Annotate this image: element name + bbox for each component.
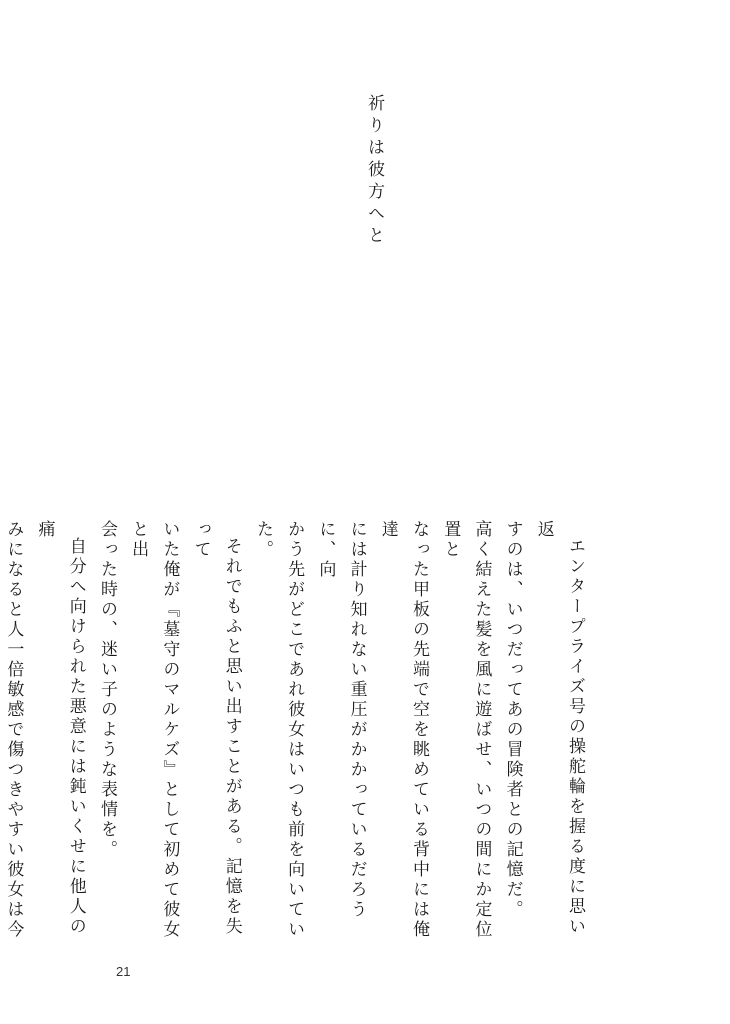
paragraph-1: エンタープライズ号の操舵輪を握る度に思い返 すのは、いつだってあの冒険者との記憶だ。 高く結えた髪を風に遊ばせ、いつの間にか定位置と なった甲板の先端で空を眺めている背中には俺達 には計り知れない重圧がかかっているだろうに、向 かう先がどこであれ彼女はいつも前を向いていた。 <box>252 520 585 940</box>
paragraph-3: 自分へ向けられた悪意には鈍いくせに他人の痛 みになると人一倍敏感で傷つきやすい彼女は今 <box>3 520 86 940</box>
body-text <box>3 520 590 950</box>
page-number: 21 <box>116 964 131 979</box>
story-title: 祈りは彼方へと <box>364 94 384 248</box>
paragraph-2: それでもふと思い出すことがある。記憶を失って いた俺が『墓守のマルケズ』として初めて彼女と出 会った時の、迷い子のような表情を。 <box>96 520 242 940</box>
